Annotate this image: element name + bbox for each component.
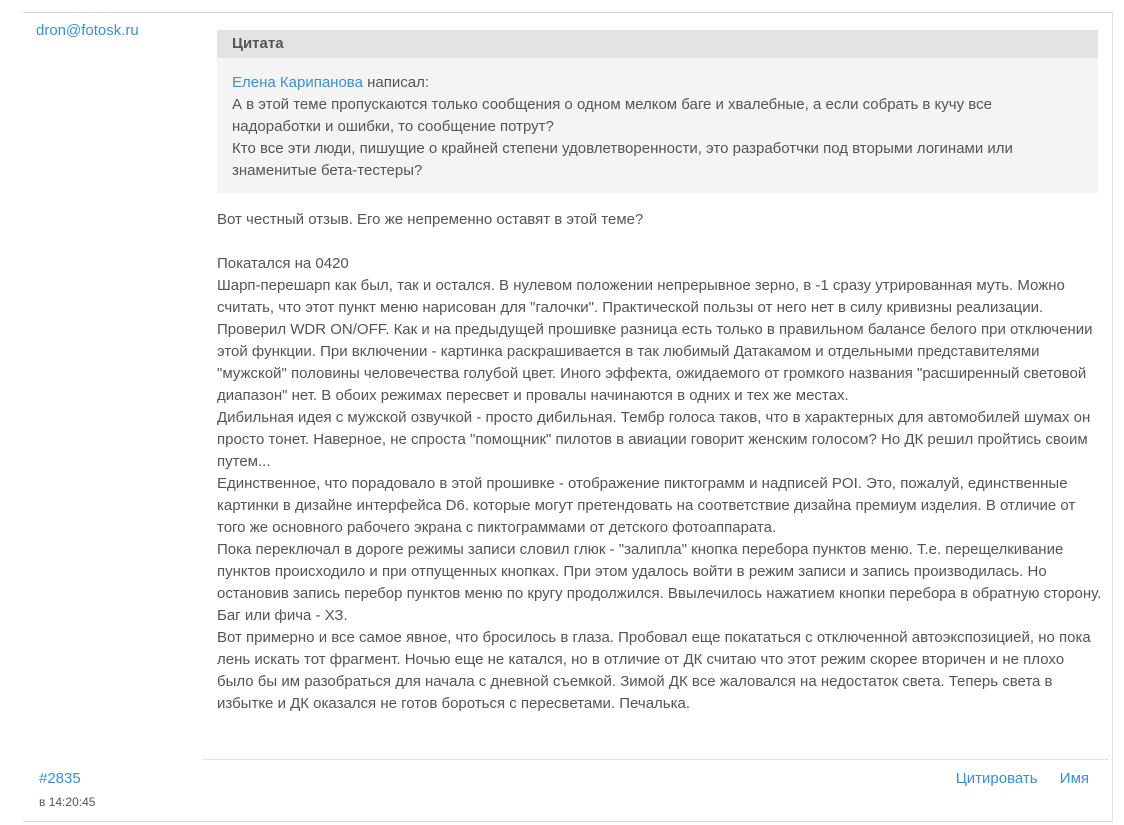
post-paragraph: Вот честный отзыв. Его же непременно оставят в этой теме? xyxy=(217,211,644,228)
quote-wrote-label: написал: xyxy=(362,74,429,91)
post-paragraph xyxy=(217,231,1102,253)
post-author-link[interactable]: dron@fotosk.ru xyxy=(36,22,139,39)
quote-button[interactable]: Цитировать xyxy=(955,770,1038,787)
post-paragraph: Пока переключал в дороге режимы записи словил глюк - "залипла" кнопка перебора пунктов меню. Т.е. перещелкивание пунктов происходило и при отпущенных кнопках. При этом удалось войти в режим записи и запись производилась. Но остановив запись перебор пунктов меню по кругу продолжился. Ввылечилось нажатием кнопки перебора в обратную сторону. Баг или фича - ХЗ. xyxy=(217,541,1106,624)
quote-body xyxy=(217,58,1098,182)
post-paragraph: Шарп-перешарп как был, так и остался. В нулевом положении непрерывное зерно, в -1 сразу утрированная муть. Можно считать, что этот пункт меню нарисован для "галочки". Практической пользы от него нет в силу кривизны реализации. xyxy=(217,277,1070,316)
name-button[interactable]: Имя xyxy=(1059,770,1089,787)
quote-block xyxy=(217,30,1098,193)
quote-line: А в этой теме пропускаются только сообщения о одном мелком баге и хвалебные, а если собрать в кучу все надоработки и ошибки, то сообщение потрут? xyxy=(232,96,992,135)
post-timestamp: в 14:20:45 xyxy=(39,795,96,809)
forum-post xyxy=(23,12,1113,822)
post-paragraph: Проверил WDR ON/OFF. Как и на предыдущей прошивке разница есть только в правильном балансе белого при отключении этой функции. При включении - картинка раскрашивается в так любимый Датакамом и отдельными представителями "мужской" половины человечества голубой цвет. Иного эффекта, ожидаемого от громкого названия "расширенный световой диапазон" нет. В обоих режимах пересвет и провалы начинаются в одних и тех же местах. xyxy=(217,321,1097,404)
post-paragraph: Вот примерно и все самое явное, что бросилось в глаза. Пробовал еще покататься с отключенной автоэкспозицией, но пока лень искать тот фрагмент. Ночью еще не катался, но в отличие от ДК считаю что этот режим скорее вторичен и не плохо было бы им разобраться для начала с дневной съемкой. Зимой ДК все жаловался на недостаток света. Теперь света в избытке и ДК оказался не готов бороться с пересветами. Печалька. xyxy=(217,629,1095,712)
post-footer-divider xyxy=(203,759,1108,760)
post-paragraph: Единственное, что порадовало в этой прошивке - отображение пиктограмм и надписей POI. Это, пожалуй, единственные картинки в дизайне интерфейса D6. которые могут претендовать на соответствие дизайна премиум изделия. В отличие от того же основного рабочего экрана с пиктограммами от детского фотоаппарата. xyxy=(217,475,1080,536)
quote-author-link[interactable]: Елена Карипанова xyxy=(232,74,363,91)
post-actions xyxy=(938,770,1089,787)
quote-line: Кто все эти люди, пишущие о крайней степени удовлетворенности, это разработчки под вторыми логинами или знаменитые бета-тестеры? xyxy=(232,140,1013,179)
post-text xyxy=(217,209,1106,715)
quote-title: Цитата xyxy=(217,30,1098,58)
post-paragraph: Покатался на 0420 xyxy=(217,255,349,272)
post-paragraph: Дибильная идея с мужской озвучкой - просто дибильная. Тембр голоса таков, что в характерных для автомобилей шумах он просто тонет. Наверное, не спроста "помощник" пилотов в авиации говорит женским голосом? Но ДК решил пройтись своим путем... xyxy=(217,409,1095,470)
post-number-link[interactable]: #2835 xyxy=(39,770,81,787)
quote-header xyxy=(232,72,1083,94)
